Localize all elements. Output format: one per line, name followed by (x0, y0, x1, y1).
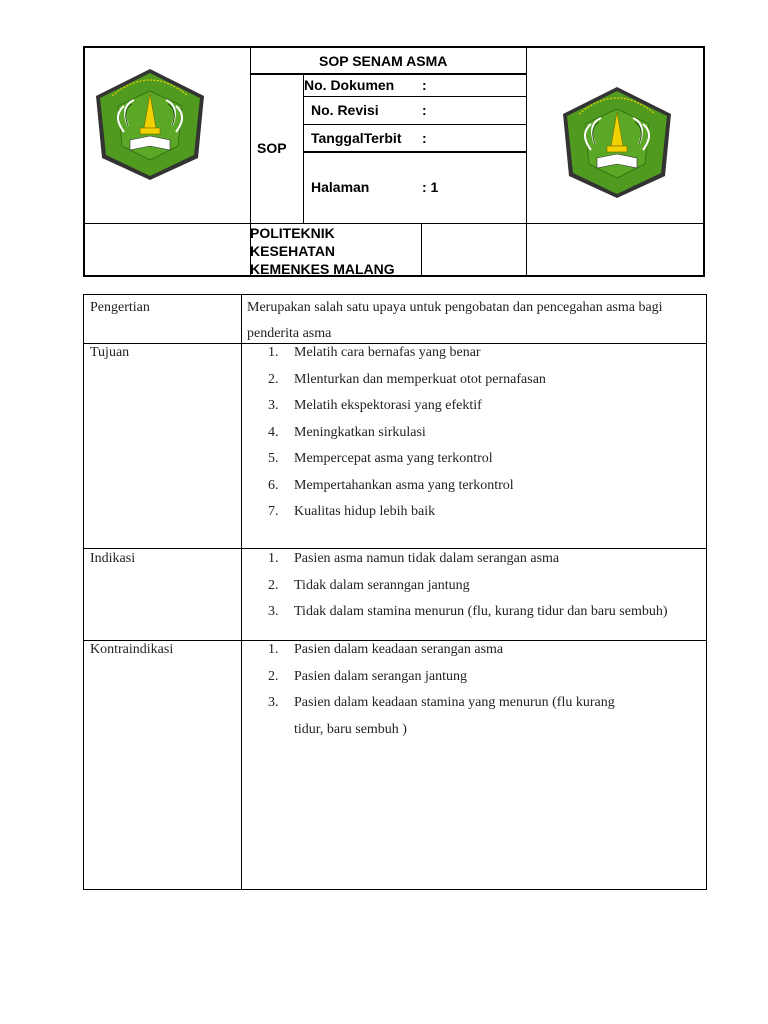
field-value-halaman: : 1 (422, 179, 439, 195)
kontraindikasi-list (247, 637, 647, 743)
field-label-tanggal-terbit: TanggalTerbit (311, 130, 402, 146)
sop-header-table (83, 46, 705, 277)
institution-line-3: KEMENKES MALANG (250, 261, 395, 277)
list-item: 4. Meningkatkan sirkulasi (268, 424, 426, 440)
field-label-halaman: Halaman (311, 179, 370, 195)
field-value-no-revisi: : (422, 102, 427, 118)
list-item: 2. Mlenturkan dan memperkuat otot pernafasan (268, 371, 546, 387)
sop-title: SOP SENAM ASMA (319, 53, 448, 69)
list-item: 7. Kualitas hidup lebih baik (268, 504, 436, 519)
list-item: 2. Pasien dalam serangan jantung (268, 668, 468, 684)
list-item: 1. Pasien dalam keadaan serangan asma (268, 642, 504, 657)
indikasi-list (247, 546, 699, 626)
institution-line-2: KESEHATAN (250, 243, 336, 259)
list-item: 2. Tidak dalam seranngan jantung (268, 577, 470, 593)
label-indikasi: Indikasi (90, 551, 136, 566)
list-item: 5. Mempercepat asma yang terkontrol (268, 451, 493, 466)
field-label-no-dokumen: No. Dokumen (304, 77, 395, 93)
list-item: 1. Pasien asma namun tidak dalam serangan asma (268, 551, 560, 566)
institution-line-1: POLITEKNIK (250, 225, 335, 241)
poltekkes-logo-left (90, 66, 210, 184)
list-item: 3. Tidak dalam stamina menurun (flu, kurang tidur dan baru sembuh) (268, 604, 668, 619)
label-kontraindikasi: Kontraindikasi (90, 642, 174, 657)
list-item: 3. Melatih ekspektorasi yang efektif (268, 398, 482, 413)
list-item: 3. Pasien dalam keadaan stamina yang menurun (flu kurang tidur, baru sembuh ) (268, 695, 615, 737)
label-tujuan: Tujuan (90, 345, 130, 360)
list-item: 6. Mempertahankan asma yang terkontrol (268, 477, 514, 493)
poltekkes-logo-right (555, 84, 679, 202)
tujuan-list (247, 340, 699, 526)
pengertian-line-2: penderita asma (247, 326, 332, 341)
list-item: 1. Melatih cara bernafas yang benar (268, 345, 481, 360)
sop-label: SOP (257, 140, 287, 156)
label-pengertian: Pengertian (90, 300, 150, 315)
pengertian-line-1: Merupakan salah satu upaya untuk pengobatan dan pencegahan asma bagi (247, 300, 663, 315)
sop-content-table (83, 294, 707, 890)
field-value-tanggal-terbit: : (422, 130, 427, 146)
field-value-no-dokumen: : (422, 77, 427, 93)
field-label-no-revisi: No. Revisi (311, 102, 379, 118)
